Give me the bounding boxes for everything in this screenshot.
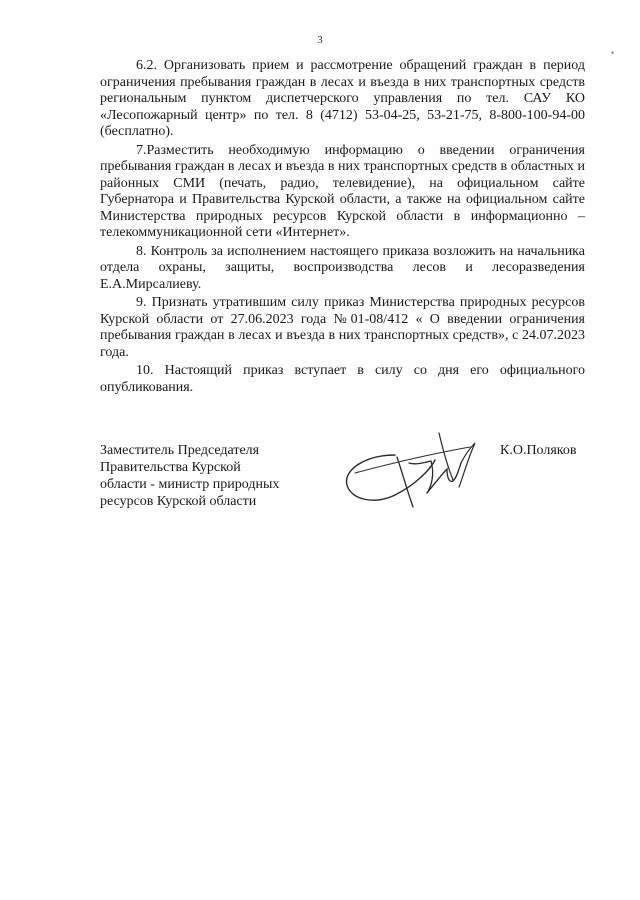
scan-mark: • xyxy=(611,48,615,58)
document-body xyxy=(100,58,585,398)
signatory-title-line: области - министр природных xyxy=(100,477,280,492)
signatory-title-line: Правительства Курской xyxy=(100,460,241,475)
page-number: 3 xyxy=(317,34,323,46)
paragraph-9: 9. Признать утратившим силу приказ Министерства природных ресурсов Курской области от 27.06.2023 года №01-08/412 « О введении ограничения пребывания граждан в лесах и въезда в них транспортных средств», с 24.07.2023 года. xyxy=(100,295,585,360)
signatory-title-line: Заместитель Председателя xyxy=(100,443,260,458)
handwritten-signature xyxy=(335,425,485,515)
signer-name: К.О.Поляков xyxy=(500,443,577,458)
paragraph-8: 8. Контроль за исполнением настоящего приказа возложить на начальника отдела охраны, защиты, воспроизводства лесов и лесоразведения Е.А.Мирсалиеву. xyxy=(100,243,585,292)
paragraph-7: 7.Разместить необходимую информацию о введении ограничения пребывания граждан в лесах и въезда в них транспортных средств в областных и районных СМИ (печать, радио, телевидение), на официальном сайте Губернатора и Правительства Курской области, а также на официальном сайте Министерства природных ресурсов Курской области в информационно – телекоммуникационной сети «Интернет». xyxy=(100,142,585,240)
signatory-title xyxy=(100,442,320,510)
paragraph-10: 10. Настоящий приказ вступает в силу со дня его официального опубликования. xyxy=(100,363,585,395)
paragraph-6-2: 6.2. Организовать прием и рассмотрение обращений граждан в период ограничения пребывания граждан в лесах и въезда в них транспортных средств региональным пунктом диспетчерского управления по тел. САУ КО «Лесопожарный центр» по тел. 8 (4712) 53-04-25, 53-21-75, 8-800-100-94-00 (бесплатно). xyxy=(100,58,585,139)
signatory-title-line: ресурсов Курской области xyxy=(100,494,257,509)
